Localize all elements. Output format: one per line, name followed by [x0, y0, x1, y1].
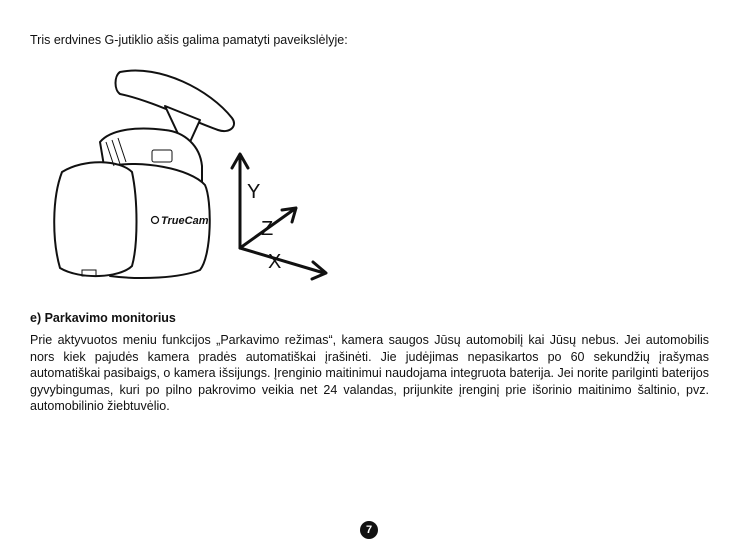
- section-paragraph: Prie aktyvuotos meniu funkcijos „Parkavimo režimas“, kamera saugos Jūsų automobilį kai Jūsų nebus. Jei automobilis nors kiek pajudės kamera pradės automatiškai įrašinėti. Jie judėjimas nepasikartos po 60 sekundžių įrašymas automatiškai pasibaigs, o kamera išsijungs. Įrenginio maitinimui naudojama integruota baterija. Jei norite parilginti baterijos gyvybingumas, kuri po pilno pakrovimo veikia net 24 valandas, prijunkite įrenginį prie išorinio maitinimo šaltinio, pvz. automobilinio žiebtuvėlio.: [30, 333, 709, 413]
- axis-y-label: Y: [247, 181, 261, 203]
- y-axis-arrow: [232, 154, 248, 248]
- camera-axes-illustration: [40, 60, 340, 295]
- intro-text: Tris erdvines G-jutiklio ašis galima pamatyti paveikslėlyje:: [30, 33, 348, 47]
- x-axis-arrow: [240, 248, 326, 279]
- axis-z-label: Z: [261, 218, 274, 240]
- axis-x-label: X: [268, 251, 282, 273]
- page-number: 7: [365, 524, 373, 536]
- g-sensor-figure: [40, 60, 340, 295]
- brand-label: TrueCam: [161, 215, 209, 227]
- camera-front-face: [54, 162, 136, 276]
- section-heading: e) Parkavimo monitorius: [30, 311, 176, 325]
- page-number-badge: [360, 521, 378, 539]
